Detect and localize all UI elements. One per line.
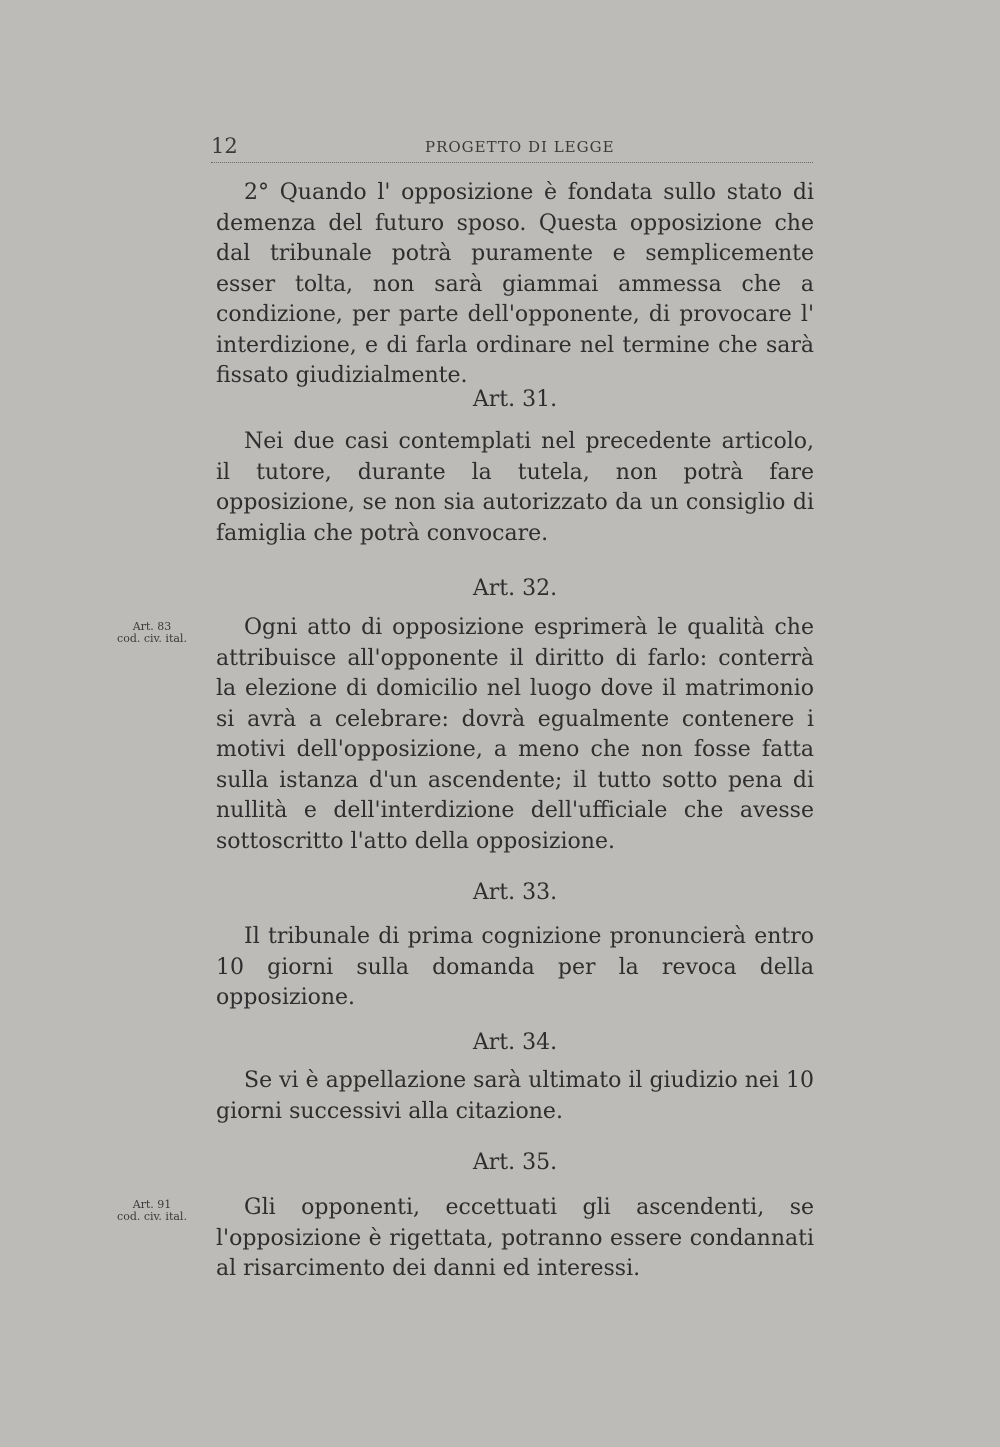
margin-note-article: Art. 91 <box>132 1198 172 1211</box>
article-31-heading: Art. 31. <box>472 387 558 412</box>
running-title: PROGETTO DI LEGGE <box>425 138 615 156</box>
article-32-heading: Art. 32. <box>472 576 558 601</box>
margin-note-code: cod. civ. ital. <box>117 632 187 645</box>
article-33-heading: Art. 33. <box>472 880 558 905</box>
margin-note-article: Art. 83 <box>132 620 172 633</box>
article-32-margin-note <box>104 621 200 645</box>
article-35-margin-note <box>104 1199 200 1223</box>
page-header <box>211 132 813 163</box>
article-35-heading: Art. 35. <box>472 1150 558 1175</box>
page-number: 12 <box>211 134 238 158</box>
intro-paragraph <box>216 178 814 392</box>
article-31-text-block <box>216 427 814 549</box>
paragraph-text: 2° Quando l' opposizione è fondata sullo stato di demenza del futuro sposo. Questa opposizione che dal tribunale potrà puramente e semplicemente esser tolta, non sarà giammai ammessa che a condizione, per parte dell'opponente, di provocare l' interdizione, e di farla ordinare nel termine che sarà fissato giudizialmente. <box>216 180 814 388</box>
margin-note-code: cod. civ. ital. <box>117 1210 187 1223</box>
article-32-text: Ogni atto di opposizione esprimerà le qualità che attribuisce all'opponente il diritto di farlo: conterrà la elezione di domicilio nel luogo dove il matrimonio si avrà a celebrare: dovrà egualmente contenere i motivi dell'opposizione, a meno che non fosse fatta sulla istanza d'un ascendente; il tutto sotto pena di nullità e dell'interdizione dell'ufficiale che avesse sottoscritto l'atto della opposizione. <box>216 615 814 854</box>
article-33-text: Il tribunale di prima cognizione pronuncierà entro 10 giorni sulla domanda per la revoca della opposizione. <box>216 924 814 1010</box>
article-34-text-block <box>216 1066 814 1127</box>
article-34-text: Se vi è appellazione sarà ultimato il giudizio nei 10 giorni successivi alla citazione. <box>216 1068 814 1124</box>
article-31-text: Nei due casi contemplati nel precedente articolo, il tutore, durante la tutela, non potrà fare opposizione, se non sia autorizzato da un consiglio di famiglia che potrà convocare. <box>216 429 814 546</box>
article-33-text-block <box>216 922 814 1014</box>
article-35-text: Gli opponenti, eccettuati gli ascendenti, se l'opposizione è rigettata, potranno essere condannati al risarcimento dei danni ed interessi. <box>216 1195 814 1281</box>
article-32-text-block <box>216 613 814 857</box>
article-35-text-block <box>216 1193 814 1285</box>
article-34-heading: Art. 34. <box>472 1030 558 1055</box>
